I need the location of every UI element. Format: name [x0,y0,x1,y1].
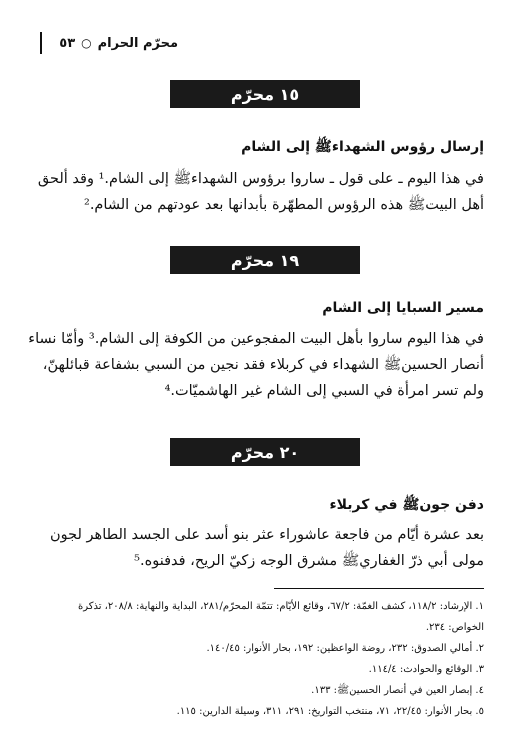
paragraph-line: أهل البيتﷺ هذه الرؤوس المطهّرة بأبدانها بعد عودتهم من الشام.² [84,197,484,213]
section-paragraph [38,522,484,574]
footnote: ٢. أمالي الصدوق: ٢٣٢، روضة الواعظين: ١٩٢، بحار الأنوار: ١٤٠/٤٥. [206,643,484,654]
section-heading: مسير السبايا إلى الشام [322,300,484,316]
page-number: ٥٣ [59,35,76,51]
footnote: الخواص: ٢٣٤. [425,622,484,633]
section-paragraph [38,166,484,218]
section-paragraph [28,326,484,404]
footnote: ٤. إبصار العين في أنصار الحسينﷺ: ١٣٣. [311,685,484,696]
date-banner-19: ١٩ محرّم [170,246,360,274]
paragraph-line: في هذا اليوم ساروا بأهل البيت المفجوعين من الكوفة إلى الشام.³ وأمّا نساء [28,331,484,347]
paragraph-line: ولم تسر امرأة في السبي إلى الشام غير الهاشميّات.⁴ [164,383,484,399]
section-heading: دفن جونﷺ في كربلاء [329,497,484,513]
header-separator: ○ [81,36,92,50]
footnotes [38,596,484,722]
footnote: ٣. الوقائع والحوادث: ١١٤/٤. [368,664,484,675]
footnote: ٥. بحار الأنوار: ٢٢/٤٥، ٧١، منتخب التواريخ: ٢٩١، ٣١١، وسيلة الدارين: ١١٥. [176,706,484,717]
book-title: محرّم الحرام [97,35,178,51]
paragraph-line: أنصار الحسينﷺ الشهداء في كربلاء فقد نجين من السبي بشفاعة قبائلهنّ، [42,357,484,373]
paragraph-line: مولى أبي ذرّ الغفاريﷺ مشرق الوجه زكيّ الريح، فدفنوه.⁵ [134,553,484,569]
date-banner-20: ٢٠ محرّم [170,438,360,466]
paragraph-line: في هذا اليوم ـ على قول ـ ساروا برؤوس الشهداءﷺ إلى الشام.¹ وقد ألحق [37,171,484,187]
date-banner-15: ١٥ محرّم [170,80,360,108]
section-heading: إرسال رؤوس الشهداءﷺ إلى الشام [241,139,484,155]
footnote: ١. الإرشاد: ١١٨/٢، كشف الغمّة: ٦٧/٢، وقائع الأيّام: تتمّة المحرّم/٢٨١، البداية والنهاية: ٢٠٨/٨، تذكرة [77,601,484,612]
footnote-divider [274,588,484,589]
running-header [40,32,178,54]
paragraph-line: بعد عشرة أيّام من فاجعة عاشوراء عثر بنو أسد على الجسد الطاهر لجون [50,527,484,543]
